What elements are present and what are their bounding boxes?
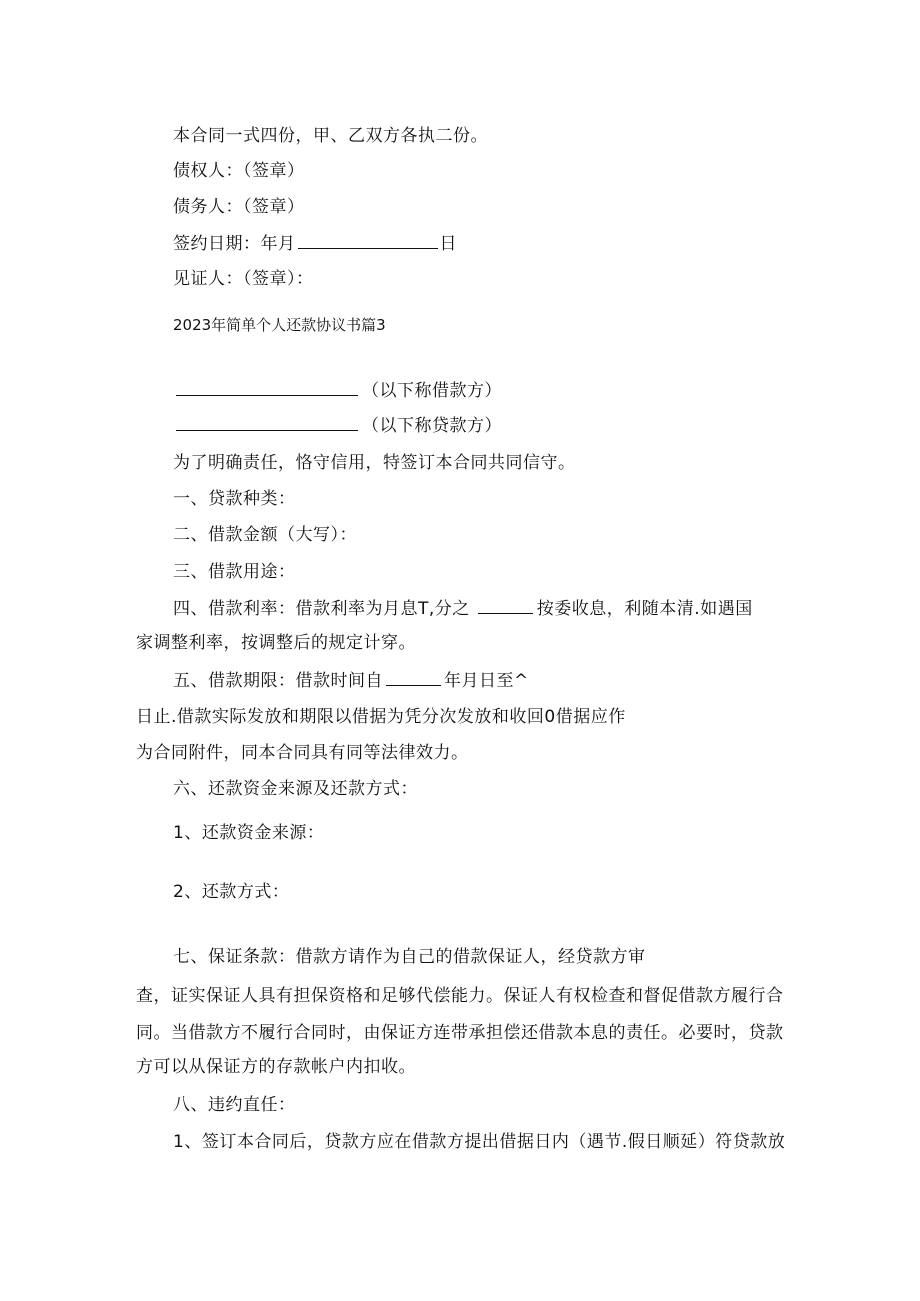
signing-date-line <box>173 232 457 255</box>
clause-interest-rate <box>173 597 753 620</box>
date-blank <box>298 232 438 249</box>
interest-rate-text-cont: 按委收息，利随本清.如遇国 <box>536 599 753 619</box>
section-heading: 2023年简单个人还款协议书篇3 <box>173 316 386 334</box>
clause-loan-purpose: 三、借款用途： <box>173 562 296 582</box>
loan-term-text: 五、借款期限：借款时间自 <box>173 671 383 691</box>
clause-loan-type: 一、贷款种类： <box>173 489 296 509</box>
repayment-method: 2、还款方式： <box>173 882 290 902</box>
interest-rate-text: 四、借款利率：借款利率为月息T,分之 <box>173 599 470 619</box>
clause-guarantee: 七、保证条款：借款方请作为自己的借款保证人，经贷款方审 <box>173 947 646 967</box>
loan-term-continuation: 日止.借款实际发放和期限以借据为凭分次发放和收回0借据应作 <box>136 707 626 727</box>
guarantee-continuation-2: 同。当借款方不履行合同时，由保证方连带承担偿还借款本息的责任。必要时，贷款 <box>136 1023 784 1043</box>
signing-date-label: 签约日期：年月 <box>173 234 296 254</box>
borrower-party-line <box>176 379 502 402</box>
lender-name-blank <box>176 414 358 431</box>
clause-loan-term <box>173 669 529 692</box>
copies-clause: 本合同一式四份，甲、乙双方各执二份。 <box>173 126 488 146</box>
term-start-blank <box>386 669 441 686</box>
clause-repayment: 六、还款资金来源及还款方式： <box>173 779 418 799</box>
clause-breach: 八、违约直任： <box>173 1095 296 1115</box>
signing-date-day: 日 <box>439 234 457 254</box>
creditor-signature-line: 债权人：（签章） <box>173 161 305 181</box>
clause-loan-amount: 二、借款金额（大写）： <box>173 525 357 545</box>
loan-term-text-cont: 年月日至^ <box>444 671 529 691</box>
borrower-name-blank <box>176 379 358 396</box>
guarantee-continuation-3: 方可以从保证方的存款帐户内扣收。 <box>136 1057 416 1077</box>
witness-signature-line: 见证人：（签章）： <box>173 269 314 289</box>
loan-term-continuation-2: 为合同附件，同本合同具有同等法律效力。 <box>136 743 469 763</box>
guarantee-continuation-1: 查，证实保证人具有担保资格和足够代偿能力。保证人有权检查和督促借款方履行合 <box>136 986 784 1006</box>
breach-item-1: 1、签订本合同后，贷款方应在借款方提出借据日内（遇节.假日顺延）符贷款放 <box>173 1132 786 1152</box>
interest-rate-continuation: 家调整利率，按调整后的规定计穿。 <box>136 633 416 653</box>
repayment-source: 1、还款资金来源： <box>173 823 325 843</box>
borrower-party-label: （以下称借款方） <box>362 381 502 401</box>
intro-paragraph: 为了明确责任，恪守信用，特签订本合同共同信守。 <box>173 453 576 473</box>
lender-party-line <box>176 414 502 437</box>
interest-blank <box>478 597 533 614</box>
debtor-signature-line: 债务人：（签章） <box>173 197 305 217</box>
lender-party-label: （以下称贷款方） <box>362 416 502 436</box>
